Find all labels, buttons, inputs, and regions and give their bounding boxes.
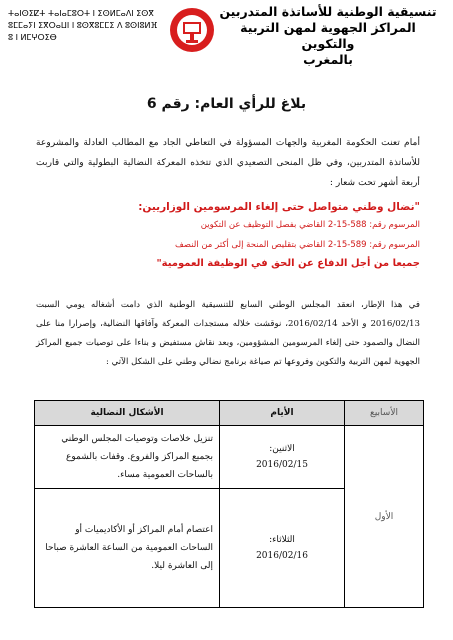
org-line-3: بالمغرب [303,52,353,67]
communique-title: بلاغ للرأي العام: رقم 6 [146,96,307,112]
org-line-1: تنسيقية الوطنية للأساتذة المتدربين [219,4,437,19]
intro-paragraph: أمام تعنت الحكومة المغربية والجهات المسؤولة في التعاطي الجاد مع المطالب العادلة والمشروعة للأساتذة المتدربين، وفي ظل المنحى التصعيدي الذي تتخذه المعركة النضالية البطولية والتي قاربت أربعة أشهر تحت شعار : [36,137,420,188]
action-cell: اعتصام أمام المراكز أو الأكاديميات أو الساحات العمومية من الساعة العاشرة صباحا إلى العاشرة ليلا. [35,489,220,608]
day-name: الاثنين: [269,444,295,454]
day-name: الثلاثاء: [269,535,295,545]
table-header-row [35,401,424,426]
header-forms: الأشكال النضالية [35,401,220,426]
day-cell [220,489,345,608]
schedule-table [34,400,424,608]
decree-588: المرسوم رقم: 588-15-2 القاضي بفصل التوظيف عن التكوين [200,220,420,230]
day-date: 2016/02/15 [256,460,308,470]
slogan-end: جميعا من أجل الدفاع عن الحق في الوظيفة العمومية" [156,258,420,269]
organization-name [213,4,443,68]
action-cell: تنزيل خلاصات وتوصيات المجلس الوطني بجميع المراكز والفروع. وقفات بالشموع بالساحات العمومية مساء. [35,426,220,489]
tifinagh-header-text: ⵜⴰⵏⵙⵉⵇⵜ ⵜⴰⵏⴰⵎⵓⵔⵜ ⵏ ⵉⵙⵍⵎⴰⴷⵏ ⵉⵙⴳⵓⵎⵎⴰⵢⵏ ⵉⴳⵔⴰⵡⵏ ⵏ ⵓⵙⴳⵓⵎⵎⵉ ⴷ ⵓⵙⵏⵓⵍⴼⵓ ⵏ ⵍⵎⵖⵔⵉⴱ [8,9,158,42]
header-weeks: الأسابيع [345,401,424,426]
week-cell: الأول [345,426,424,608]
organization-logo [168,6,216,54]
day-date: 2016/02/16 [256,551,308,561]
slogan-main: "نضال وطني متواصل حتى إلغاء المرسومين الوزاريين: [138,201,420,213]
org-line-2: المراكز الجهوية لمهن التربية والتكوين [240,20,416,51]
body-paragraph: في هذا الإطار، انعقد المجلس الوطني السابع للتنسيقية الوطنية الذي دامت أشغاله يومي السبت 2016/02/13 و الأحد 2016/02/14، نوقشت خلاله مستجدات المعركة وآفاقها النضالية، وإصرارا منا على النضال والصمود حتى إلغاء المرسومين المشؤومين، وبعد نقاش مستفيض و بناءا على توصيات جميع المراكز الجهوية لمهن التربية والتكوين وفروعها تم صياغة برنامج نضالي وطني على الشكل الآتي : [36,300,420,367]
day-cell [220,426,345,489]
header-days: الأيام [220,401,345,426]
decree-589: المرسوم رقم: 589-15-2 القاضي بتقليص المنحة إلى أكثر من النصف [174,240,420,250]
table-row [35,426,424,489]
